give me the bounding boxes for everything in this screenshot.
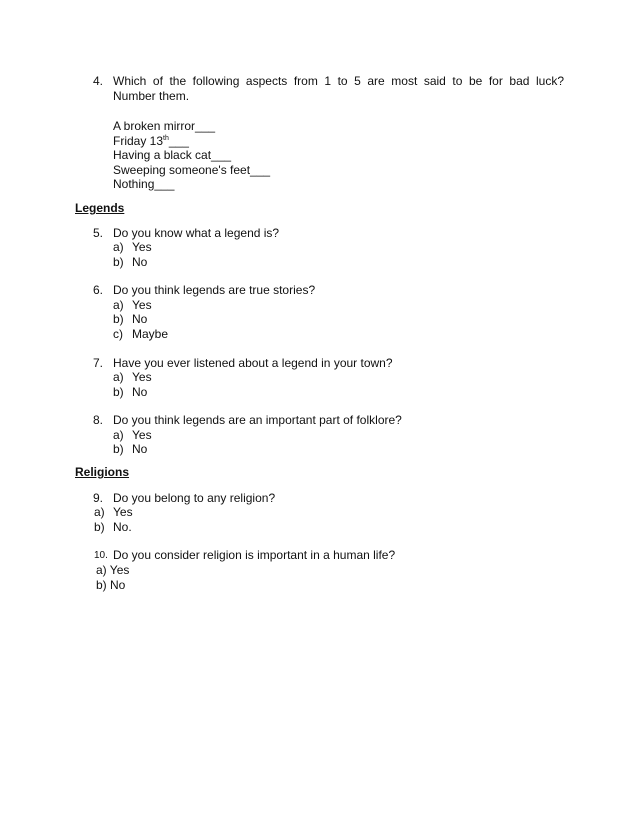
q4-item-broken-mirror: A broken mirror___ <box>113 119 216 133</box>
q8-option-b: No <box>132 442 148 456</box>
q8-option-a: Yes <box>132 428 152 442</box>
q9-option-a-letter: a) <box>94 505 105 519</box>
question-9-text: Do you belong to any religion? <box>113 491 276 505</box>
q7-option-b: No <box>132 385 148 399</box>
q9-option-a: Yes <box>113 505 133 519</box>
q10-option-a: a) Yes <box>96 563 130 577</box>
question-10-text: Do you consider religion is important in a human life? <box>113 548 396 562</box>
q5-option-a: Yes <box>132 240 152 254</box>
question-4-text: Which of the following aspects from 1 to 5 are most said to be for bad luck? <box>113 74 564 88</box>
q6-option-b: No <box>132 312 148 326</box>
question-5-text: Do you know what a legend is? <box>113 226 280 240</box>
question-8-text: Do you think legends are an important part of folklore? <box>113 413 402 427</box>
question-4-number: 4. <box>93 74 104 88</box>
q10-option-b: b) No <box>96 578 126 592</box>
q9-option-b-letter: b) <box>94 520 105 534</box>
q6-option-a-letter: a) <box>113 298 124 312</box>
question-7-number: 7. <box>93 356 104 370</box>
section-heading-legends: Legends <box>75 201 125 215</box>
q6-option-c-letter: c) <box>113 327 123 341</box>
q7-option-a: Yes <box>132 370 152 384</box>
q5-option-b: No <box>132 255 148 269</box>
q5-option-b-letter: b) <box>113 255 124 269</box>
q8-option-a-letter: a) <box>113 428 124 442</box>
q9-option-b: No. <box>113 520 132 534</box>
q7-option-b-letter: b) <box>113 385 124 399</box>
question-6-number: 6. <box>93 283 104 297</box>
q4-item-friday-13th: Friday 13th___ <box>113 134 189 148</box>
question-6-text: Do you think legends are true stories? <box>113 283 316 297</box>
q4-item-nothing: Nothing___ <box>113 177 175 191</box>
question-10-number: 10. <box>94 550 108 561</box>
question-5-number: 5. <box>93 226 104 240</box>
q7-option-a-letter: a) <box>113 370 124 384</box>
question-9-number: 9. <box>93 491 104 505</box>
q4-item-sweeping-feet: Sweeping someone's feet___ <box>113 163 271 177</box>
q6-option-b-letter: b) <box>113 312 124 326</box>
question-8-number: 8. <box>93 413 104 427</box>
q8-option-b-letter: b) <box>113 442 124 456</box>
question-4-text-line2: Number them. <box>113 89 190 103</box>
q5-option-a-letter: a) <box>113 240 124 254</box>
q6-option-c: Maybe <box>132 327 169 341</box>
section-heading-religions: Religions <box>75 465 130 479</box>
question-7-text: Have you ever listened about a legend in your town? <box>113 356 393 370</box>
q6-option-a: Yes <box>132 298 152 312</box>
q4-item-black-cat: Having a black cat___ <box>113 148 232 162</box>
